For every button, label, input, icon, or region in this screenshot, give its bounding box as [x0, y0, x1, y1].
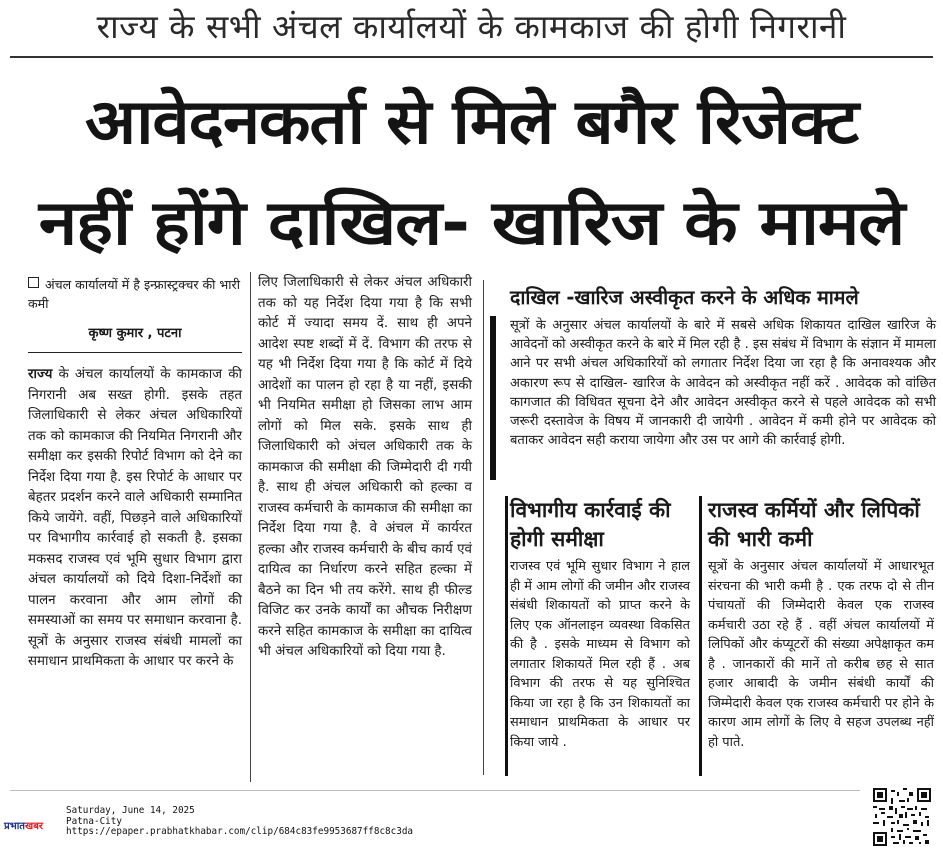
- section-1-text: सूत्रों के अनुसार अंचल कार्यालयों के बारे में सबसे अधिक शिकायत दाखिल खारिज के आवेदनों को अस्वीकृत करने के बारे में मिल रही है . इस संबंध में विभाग के संज्ञान में मामला आने पर सभी अंचल अधिकारियों को लगातार निर्देश दिया जा रहा है कि अनावश्यक और अकारण रूप से दाखिल- खारिज के आवेदन को अस्वीकृत नहीं करें . आवेदक को वांछित कागजात की विधिवत सूचना देने और आवेदन अस्वीकृत करने से पहले आवेदक को सभी जरूरी दस्तावेज के विषय में जानकारी दी जायेगी . आवेदन में कमी होने पर आवेदक को बताकर आवेदन सही कराया जायेगा और उस पर आगे की कार्रवाई होगी.: [490, 316, 936, 480]
- publication-logo: [4, 818, 43, 832]
- section-3-text: सूत्रों के अनुसार अंचल कार्यालयों में आधारभूत संरचना की भारी कमी है . एक तरफ दो से तीन पंचायतों की जिम्मेदारी केवल एक राजस्व कर्मचारी उठा रहे हैं . वहीं अंचल कार्यालयों में लिपिकों और कंप्यूटरों की संख्या अपेक्षाकृत कम है . जानकारों की मानें तो करीब छह से सात हजार आबादी के जमीन संबंधी कार्यों की जिम्मेदारी केवल एक राजस्व कर्मचारी पर होने के कारण आम लोगों के लिए वे सहज उपलब्ध नहीं हो पाते.: [708, 559, 934, 750]
- footer-edition: Patna-City: [66, 815, 122, 827]
- checkbox-icon: [28, 277, 39, 288]
- logo-part-1: प्रभात: [4, 821, 26, 832]
- article-column-2: लिए जिलाधिकारी से लेकर अंचल अधिकारी तक को यह निर्देश दिया गया है कि सभी कोर्ट में ज्यादा समय दें. साथ ही अपने आदेश स्पष्ट शब्दों में दें. विभाग की तरफ से यह भी निर्देश दिया गया है कि कोर्ट में दिये आदेशों का पालन हो रहा है या नहीं, इसकी भी नियमित समीक्षा हो जिसका लाभ आम लोगों को मिल सके. इसके साथ ही जिलाधिकारी को अंचल अधिकारी तक के कामकाज की समीक्षा की जिम्मेदारी दी गयी है. साथ ही अंचल अधिकारी को हल्का व राजस्व कर्मचारी के कामकाज की समीक्षा का निर्देश दिया गया है. वे अंचल में कार्यरत हल्का और राजस्व कर्मचारी के बीच कार्य एवं दायित्व का निर्धारण करने सहित हल्का में बैठने का दिन भी तय करेंगे. साथ ही फील्ड विजिट कर उनके कार्यों का औचक निरीक्षण करने सहित कामकाज के समीक्षा का दायित्व भी अंचल अधिकारियों को दिया गया है.: [258, 275, 472, 659]
- bullet-point: [28, 275, 243, 313]
- bullet-text: अंचल कार्यालयों में है इन्फ्रास्ट्रक्चर की भारी कमी: [28, 277, 240, 311]
- section-2-title: विभागीय कार्रवाई की होगी समीक्षा: [510, 498, 671, 551]
- logo-part-2: खबर: [25, 821, 43, 832]
- byline: कृष्ण कुमार , पटना: [88, 326, 182, 341]
- byline-divider: [28, 352, 242, 353]
- lead-word: राज्य: [28, 367, 53, 382]
- article-column-1: [28, 365, 242, 673]
- section-1-title: दाखिल -खारिज अस्वीकृत करने के अधिक मामले: [510, 286, 859, 309]
- column-1-text: के अंचल कार्यालयों के कामकाज की निगरानी अब सख्त होगी. इसके तहत जिलाधिकारी से लेकर अंचल अधिकारियों तक को कामकाज की नियमित निगरानी और समीक्षा कर इसकी रिपोर्ट विभाग को देने का निर्देश दिया गया है. इस रिपोर्ट के आधार पर बेहतर प्रदर्शन करने वाले अधिकारी सम्मानित किये जायेंगे. वहीं, पिछड़ने वाले अधिकारियों पर विभागीय कार्रवाई हो सकती है. इसका मकसद राजस्व एवं भूमि सुधार विभाग द्वारा अंचल कार्यालयों को दिये दिशा-निर्देशों का पालन करवाना और आम लोगों की समस्याओं का समय पर समाधान करवाना है. सूत्रों के अनुसार राजस्व संबंधी मामलों का समाधान प्राथमिकता के आधार पर करने के: [28, 367, 242, 669]
- footer-date: Saturday, June 14, 2025: [66, 805, 195, 816]
- section-3-title: राजस्व कर्मियों और लिपिकों की भारी कमी: [708, 498, 920, 551]
- section-2-text: राजस्व एवं भूमि सुधार विभाग ने हाल ही में आम लोगों की जमीन और राजस्व संबंधी शिकायतों को प्राप्त करने के लिए एक ऑनलाइन व्यवस्था विकसित की है . इसके माध्यम से विभाग को लगातार शिकायतें मिल रही हैं . अब विभाग की तरफ से यह सुनिश्चित किया जा रहा है कि उन शिकायतों का समाधान प्राथमिकता के आधार पर किया जाये .: [510, 559, 690, 750]
- kicker-divider: [10, 56, 933, 58]
- headline-line-1: आवेदनकर्ता से मिले बगैर रिजेक्ट: [84, 85, 858, 158]
- headline-line-2: नहीं होंगे दाखिल- खारिज के मामले: [38, 186, 905, 259]
- footer-url[interactable]: https://epaper.prabhatkhabar.com/clip/684c83fe9953687ff8c8c3da: [66, 826, 414, 838]
- section-3-bar: [699, 496, 702, 776]
- column-divider-2: [483, 280, 484, 775]
- section-2-bar: [505, 496, 508, 776]
- kicker: राज्य के सभी अंचल कार्यालयों के कामकाज की होगी निगरानी: [96, 7, 847, 46]
- qr-code-icon: [873, 788, 931, 846]
- footer-divider: [10, 790, 860, 791]
- column-divider-1: [250, 272, 251, 782]
- clip-footer: [66, 806, 413, 838]
